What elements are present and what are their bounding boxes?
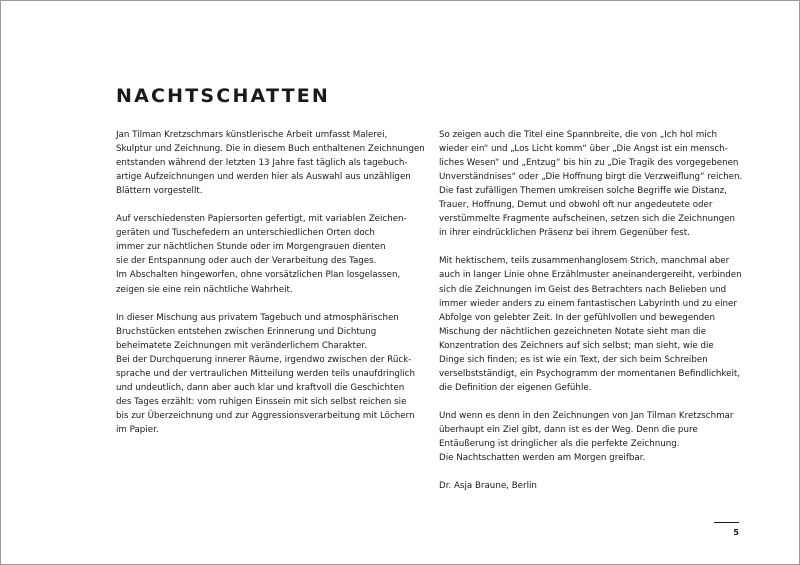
text-line: des Tages erzählt: vom ruhigen Einssein mit sich selbst reichen sie <box>116 396 407 407</box>
text-line: So zeigen auch die Titel eine Spannbreite, die von „Ich hol mich <box>439 130 718 140</box>
text-line: im Papier. <box>116 424 159 435</box>
text-line: sie der Entspannung oder auch der Verarbeitung des Tages. <box>116 256 377 267</box>
text-line: Mit hektischem, teils zusammenhanglosem Strich, manchmal aber <box>439 256 730 267</box>
text-line: geräten und Tuschefedern an unterschiedlichen Orten doch <box>116 228 375 239</box>
paragraph <box>439 128 743 240</box>
text-line: beheimatete Zeichnungen mit veränderlichem Charakter. <box>116 340 367 351</box>
left-text-column <box>116 128 425 437</box>
text-line: Bei der Durchquerung innerer Räume, irgendwo zwischen der Rück- <box>116 354 412 365</box>
author-signature <box>439 479 739 493</box>
page-number: 5 <box>733 528 739 537</box>
text-line: Bruchstücken entstehen zwischen Erinnerung und Dichtung <box>116 326 377 337</box>
text-line: Unverständnises“ oder „Die Hoffnung birgt die Verzweiflung“ reichen. <box>439 172 743 183</box>
text-line: verstümmelte Fragmente aufscheinen, setzen sich die Zeichnungen <box>439 214 735 225</box>
text-line: bis zur Überzeichnung und zur Aggressionsverarbeitung mit Löchern <box>116 410 415 421</box>
text-line: Konzentration des Zeichners auf sich selbst; man sieht, wie die <box>439 340 714 351</box>
text-line: Die fast zufälligen Themen umkreisen solche Begriffe wie Distanz, <box>439 186 727 197</box>
paragraph <box>116 212 416 296</box>
text-line: Skulptur und Zeichnung. Die in diesem Buch enthaltenen Zeichnungen <box>116 144 425 155</box>
text-line: Mischung der nächtlichen gezeichneten Notate sieht man die <box>439 326 707 337</box>
text-line: Entäußerung ist dringlicher als die perfekte Zeichnung. <box>439 439 680 450</box>
text-line: die Definition der eigenen Gefühle. <box>439 382 592 393</box>
text-line: sich die Zeichnungen im Geist des Betrachters nach Belieben und <box>439 284 727 295</box>
text-line: sprache und der vertraulichen Mitteilung werden teils unaufdringlich <box>116 368 415 379</box>
text-line: auch in langer Linie ohne Erzählmuster aneinandergereiht, verbinden <box>439 270 742 281</box>
text-line: entstanden während der letzten 13 Jahre fast täglich als tagebuch- <box>116 158 408 169</box>
text-line: in ihrer eindrücklichen Präsenz bei ihrem Gegenüber fest. <box>439 228 690 239</box>
text-line: Blättern vorgestellt. <box>116 186 203 197</box>
text-line: Und wenn es denn in den Zeichnungen von Jan Tilman Kretzschmar <box>439 410 734 421</box>
paragraph <box>116 311 416 437</box>
text-line: In dieser Mischung aus privatem Tagebuch und atmosphärischen <box>116 312 399 323</box>
text-line: wieder ein“ und „Los Licht komm“ über „Die Angst ist ein mensch- <box>439 144 728 155</box>
text-line: und undeutlich, dann aber auch klar und kraftvoll die Geschichten <box>116 382 405 393</box>
paragraph <box>116 128 425 198</box>
text-line: immer wieder anders zu einem fantastischen Labyrinth und zu einer <box>439 298 737 309</box>
text-line: Abfolge von gelebter Zeit. In der gefühlvollen und bewegenden <box>439 312 716 323</box>
text-line: liches Wesen“ und „Entzug“ bis hin zu „Die Tragik des vorgegebenen <box>439 158 739 169</box>
text-line: Die Nachtschatten werden am Morgen greifbar. <box>439 453 646 464</box>
page-title: NACHTSCHATTEN <box>116 85 331 107</box>
text-line: artige Aufzeichnungen und werden hier als Auswahl aus unzähligen <box>116 172 411 183</box>
text-line: zeigen sie eine rein nächtliche Wahrheit. <box>116 284 293 295</box>
right-text-column <box>439 128 743 493</box>
text-line: Im Abschalten hingeworfen, ohne vorsätzlichen Plan losgelassen, <box>116 270 401 281</box>
text-line: immer zur nächtlichen Stunde oder im Morgengrauen dienten <box>116 242 386 253</box>
text-line: Auf verschiedensten Papiersorten gefertigt, mit variablen Zeichen- <box>116 214 407 225</box>
page-number-rule <box>714 522 739 523</box>
text-line: verselbstständigt, ein Psychogramm der momentanen Befindlichkeit, <box>439 368 741 379</box>
paragraph <box>439 254 742 394</box>
text-line: Trauer, Hoffnung, Demut und obwohl oft nur angedeutete oder <box>439 200 713 211</box>
text-line: Dinge sich finden; es ist wie ein Text, der sich beim Schreiben <box>439 354 708 365</box>
text-line: überhaupt ein Ziel gibt, dann ist es der Weg. Denn die pure <box>439 424 698 435</box>
author-name: Dr. Asja Braune, Berlin <box>439 481 537 492</box>
text-line: Jan Tilman Kretzschmars künstlerische Arbeit umfasst Malerei, <box>116 130 388 140</box>
paragraph <box>439 409 739 465</box>
